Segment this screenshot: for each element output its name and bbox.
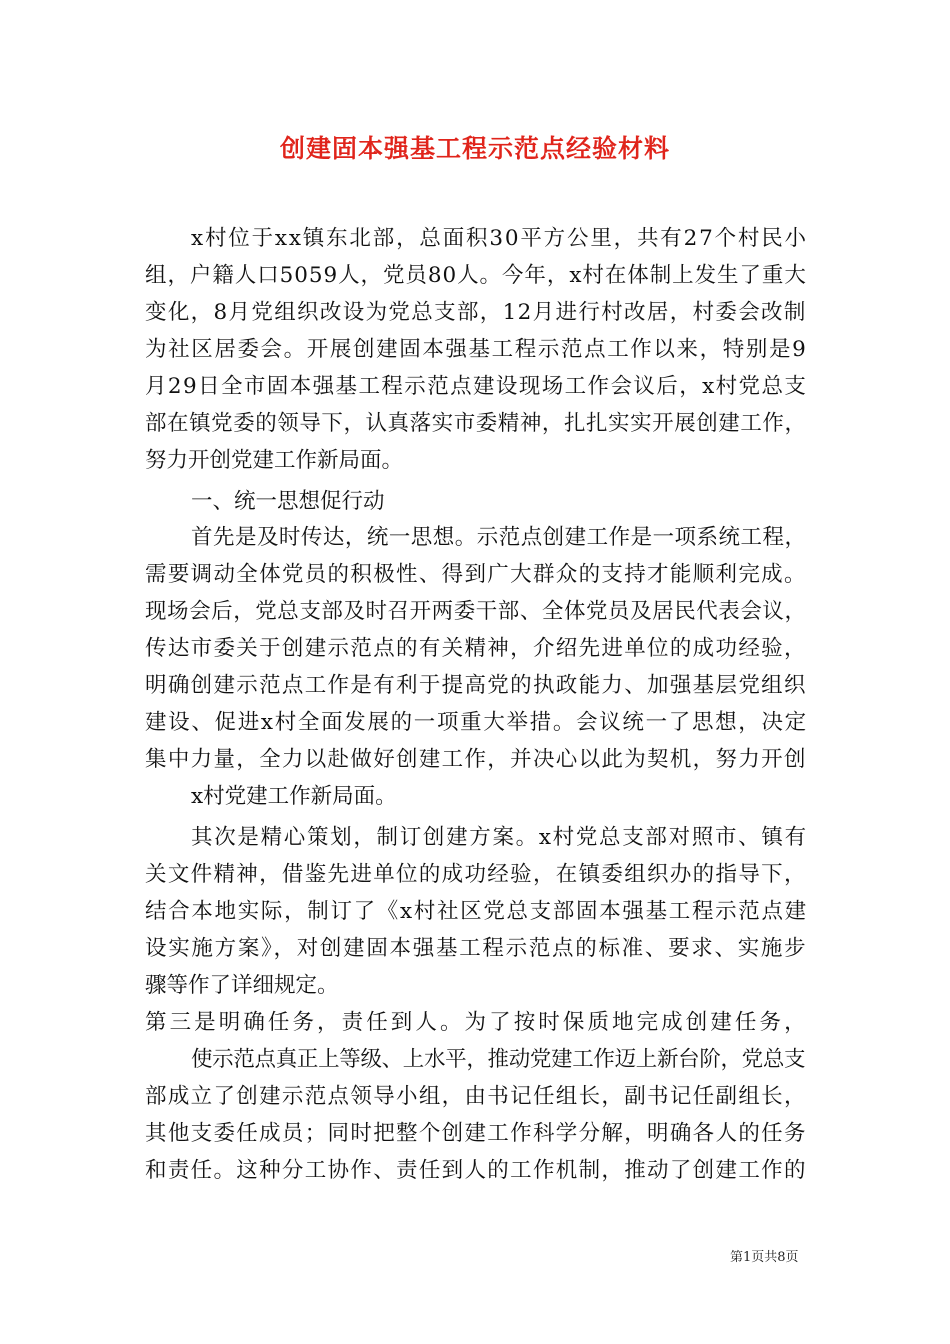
text-line: 部在镇党委的领导下，认真落实市委精神，扎扎实实开展创建工作，: [145, 411, 807, 436]
text-line: 使示范点真正上等级、上水平，推动党建工作迈上新台阶，党总支: [191, 1047, 806, 1072]
text-line: 设实施方案》，对创建固本强基工程示范点的标准、要求、实施步: [145, 936, 808, 961]
text-line: 需要调动全体党员的积极性、得到广大群众的支持才能顺利完成。: [145, 562, 807, 587]
text-line: x村位于xx镇东北部，总面积30平方公里，共有27个村民小: [191, 226, 808, 251]
text-line: 首先是及时传达，统一思想。示范点创建工作是一项系统工程，: [191, 525, 807, 550]
text-line: 结合本地实际，制订了《x村社区党总支部固本强基工程示范点建: [145, 899, 808, 924]
text-line: 和责任。这种分工协作、责任到人的工作机制，推动了创建工作的: [145, 1158, 807, 1183]
text-line: 一、统一思想促行动: [191, 489, 385, 514]
text-line: 努力开创党建工作新局面。: [145, 448, 404, 473]
text-line: 关文件精神，借鉴先进单位的成功经验，在镇委组织办的指导下，: [145, 862, 807, 887]
text-line: 其他支委任成员；同时把整个创建工作科学分解，明确各人的任务: [145, 1121, 807, 1146]
text-line: 为社区居委会。开展创建固本强基工程示范点工作以来，特别是9: [145, 337, 808, 362]
text-line: 第三是明确任务，责任到人。为了按时保质地完成创建任务，: [145, 1010, 809, 1035]
page-number-footer: 第1页共8页: [730, 1250, 799, 1265]
page-title: 创建固本强基工程示范点经验材料: [279, 134, 670, 163]
text-line: 其次是精心策划，制订创建方案。x村党总支部对照市、镇有: [191, 825, 808, 850]
text-line: 现场会后，党总支部及时召开两委干部、全体党员及居民代表会议，: [145, 599, 807, 624]
text-line: 组，户籍人口5059人，党员80人。今年，x村在体制上发生了重大: [145, 263, 807, 288]
text-line: x村党建工作新局面。: [191, 784, 397, 809]
text-line: 建设、促进x村全面发展的一项重大举措。会议统一了思想，决定: [145, 710, 808, 735]
text-line: 明确创建示范点工作是有利于提高党的执政能力、加强基层党组织: [145, 673, 807, 698]
text-line: 骤等作了详细规定。: [145, 973, 339, 998]
text-line: 变化，8月党组织改设为党总支部，12月进行村改居，村委会改制: [145, 300, 807, 325]
text-line: 集中力量，全力以赴做好创建工作，并决心以此为契机，努力开创: [145, 747, 807, 772]
text-line: 部成立了创建示范点领导小组，由书记任组长，副书记任副组长，: [145, 1084, 807, 1109]
text-line: 传达市委关于创建示范点的有关精神，介绍先进单位的成功经验，: [145, 636, 807, 661]
text-line: 月29日全市固本强基工程示范点建设现场工作会议后，x村党总支: [145, 374, 808, 399]
